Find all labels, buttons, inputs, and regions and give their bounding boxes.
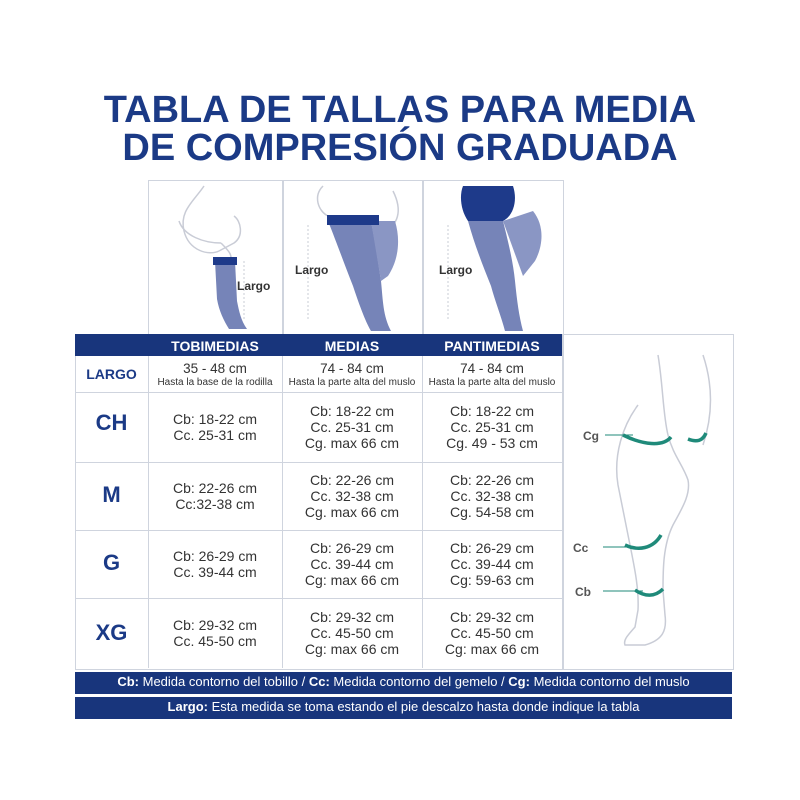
measure-line: Cb: 29-32 cm — [172, 617, 258, 633]
measure-line: Cc. 32-38 cm — [310, 488, 394, 504]
measure-line: Cc. 39-44 cm — [450, 556, 534, 572]
cell-xg-medias — [282, 598, 422, 668]
figure-largo-label: Largo — [237, 279, 271, 293]
largo-label: LARGO — [86, 366, 137, 382]
size-label-g: G — [102, 550, 121, 575]
footer-legend-line1 — [75, 672, 732, 694]
measure-line: Cc. 45-50 cm — [173, 633, 257, 649]
leg-measure-illustration — [563, 335, 733, 669]
cell-g-medias — [282, 530, 422, 598]
largo-range: 74 - 84 cm — [320, 360, 384, 376]
tobimedias-illustration — [149, 181, 283, 335]
cell-m-pantimedias — [422, 462, 562, 530]
measure-line: Cb: 29-32 cm — [309, 609, 395, 625]
size-label-m: M — [102, 482, 121, 507]
legend-text-cc: Medida contorno del gemelo / — [329, 674, 509, 689]
measure-line: Cb: 18-22 cm — [309, 403, 395, 419]
page-title-line2: DE COMPRESIÓN GRADUADA — [122, 127, 678, 169]
leg-label-cc: Cc — [573, 541, 589, 555]
page-title-line1: TABLA DE TALLAS PARA MEDIA — [103, 89, 697, 131]
medias-illustration — [283, 181, 423, 335]
column-header-tobimedias: TOBIMEDIAS — [148, 336, 282, 356]
measure-line: Cc:32-38 cm — [175, 496, 255, 512]
figure-box-medias — [282, 180, 424, 336]
figure-largo-label: Largo — [295, 263, 329, 277]
cell-ch-tobimedias — [148, 392, 282, 462]
measure-line: Cg. max 66 cm — [304, 435, 400, 451]
measure-line: Cg: max 66 cm — [304, 641, 400, 657]
legend-text-cb: Medida contorno del tobillo / — [139, 674, 309, 689]
size-label-ch: CH — [95, 410, 128, 435]
largo-note: Hasta la base de la rodilla — [157, 376, 273, 388]
pantimedias-illustration — [423, 181, 563, 335]
measure-line: Cc. 25-31 cm — [450, 419, 534, 435]
leg-label-cg: Cg — [583, 429, 599, 443]
footer-legend-line2 — [75, 697, 732, 719]
column-header-medias: MEDIAS — [282, 336, 422, 356]
size-label-xg: XG — [95, 620, 128, 645]
legend-key-cb: Cb: — [117, 674, 139, 689]
cell-m-medias — [282, 462, 422, 530]
measure-line: Cc. 45-50 cm — [450, 625, 534, 641]
cell-ch-pantimedias — [422, 392, 562, 462]
measure-line: Cc. 25-31 cm — [310, 419, 394, 435]
measure-line: Cb: 26-29 cm — [309, 540, 395, 556]
measure-line: Cb: 18-22 cm — [172, 411, 258, 427]
legend-key-largo: Largo: — [167, 699, 208, 714]
legend-key-cc: Cc: — [308, 674, 330, 689]
legend-key-cg: Cg: — [508, 674, 530, 689]
largo-cell-tobimedias — [148, 356, 282, 392]
largo-range: 35 - 48 cm — [183, 360, 247, 376]
largo-note: Hasta la parte alta del muslo — [288, 376, 416, 388]
figure-box-pantimedias — [422, 180, 564, 336]
largo-cell-medias — [282, 356, 422, 392]
measure-line: Cc. 25-31 cm — [173, 427, 257, 443]
measure-line: Cb: 18-22 cm — [449, 403, 535, 419]
measure-line: Cb: 26-29 cm — [449, 540, 535, 556]
measure-line: Cb: 22-26 cm — [449, 472, 535, 488]
largo-range: 74 - 84 cm — [460, 360, 524, 376]
cell-g-pantimedias — [422, 530, 562, 598]
measure-line: Cb: 26-29 cm — [172, 548, 258, 564]
figure-largo-label: Largo — [439, 263, 473, 277]
cell-g-tobimedias — [148, 530, 282, 598]
cell-xg-pantimedias — [422, 598, 562, 668]
measure-line: Cc. 32-38 cm — [450, 488, 534, 504]
measure-line: Cb: 29-32 cm — [449, 609, 535, 625]
legend-text-cg: Medida contorno del muslo — [529, 674, 690, 689]
cell-ch-medias — [282, 392, 422, 462]
column-header-pantimedias: PANTIMEDIAS — [422, 336, 562, 356]
measure-line: Cg: 59-63 cm — [449, 572, 535, 588]
measure-line: Cc. 39-44 cm — [310, 556, 394, 572]
measure-line: Cc. 45-50 cm — [310, 625, 394, 641]
largo-row-label — [75, 356, 148, 392]
cell-xg-tobimedias — [148, 598, 282, 668]
cell-m-tobimedias — [148, 462, 282, 530]
measure-line: Cg. 54-58 cm — [449, 504, 535, 520]
measure-line: Cb: 22-26 cm — [172, 480, 258, 496]
leg-label-cb: Cb — [575, 585, 591, 599]
measure-line: Cg. max 66 cm — [304, 504, 400, 520]
measure-line: Cg: max 66 cm — [444, 641, 540, 657]
figure-box-tobimedias — [148, 180, 284, 336]
largo-note: Hasta la parte alta del muslo — [428, 376, 556, 388]
measure-line: Cg: max 66 cm — [304, 572, 400, 588]
legend-text-largo: Esta medida se toma estando el pie descalzo hasta donde indique la tabla — [207, 699, 640, 714]
measure-line: Cb: 22-26 cm — [309, 472, 395, 488]
largo-cell-pantimedias — [422, 356, 562, 392]
measure-line: Cg. 49 - 53 cm — [446, 435, 538, 451]
measure-line: Cc. 39-44 cm — [173, 564, 257, 580]
leg-measure-box — [562, 334, 734, 670]
